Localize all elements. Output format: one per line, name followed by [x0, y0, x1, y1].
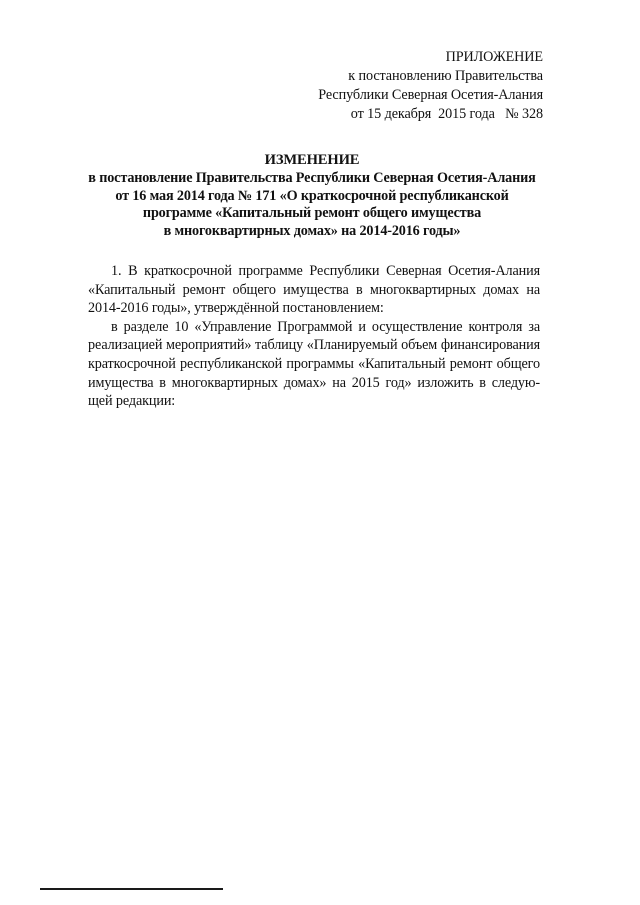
appendix-title: ПРИЛОЖЕНИЕ	[445, 49, 543, 65]
appendix-line-republic: Республики Северная Осетия-Алания	[318, 87, 543, 103]
appendix-line-date-number: от 15 декабря 2015 года № 328	[350, 106, 543, 122]
title-line: от 16 мая 2014 года № 171 «О краткосрочной республиканской	[115, 187, 509, 204]
appendix-block	[318, 48, 543, 124]
title-line: в многоквартирных домах» на 2014-2016 годы»	[163, 223, 461, 240]
document-title-block	[80, 152, 544, 241]
body-paragraph: в разделе 10 «Управление Программой и осуществление контроля за реализацией мероприятий» таблицу «Планируемый объем финансирования краткосрочной республиканской программы «Капитальный ремонт общего имущества в многоквартирных домах» на 2015 год» изложить в следую-щей редакции:	[88, 318, 540, 410]
footer-divider-line	[40, 888, 223, 890]
document-body	[88, 262, 540, 411]
title-line: программе «Капитальный ремонт общего имущества	[142, 205, 482, 222]
title-line: в постановление Правительства Республики Северная Осетия-Алания	[88, 169, 536, 186]
appendix-line-resolution: к постановлению Правительства	[348, 68, 543, 84]
body-paragraph: 1. В краткосрочной программе Республики Северная Осетия-Алания «Капитальный ремонт общего имущества в многоквартирных домах на 2014-2016 годы», утверждённой постановлением:	[88, 263, 540, 317]
document-heading: ИЗМЕНЕНИЕ	[264, 152, 360, 168]
